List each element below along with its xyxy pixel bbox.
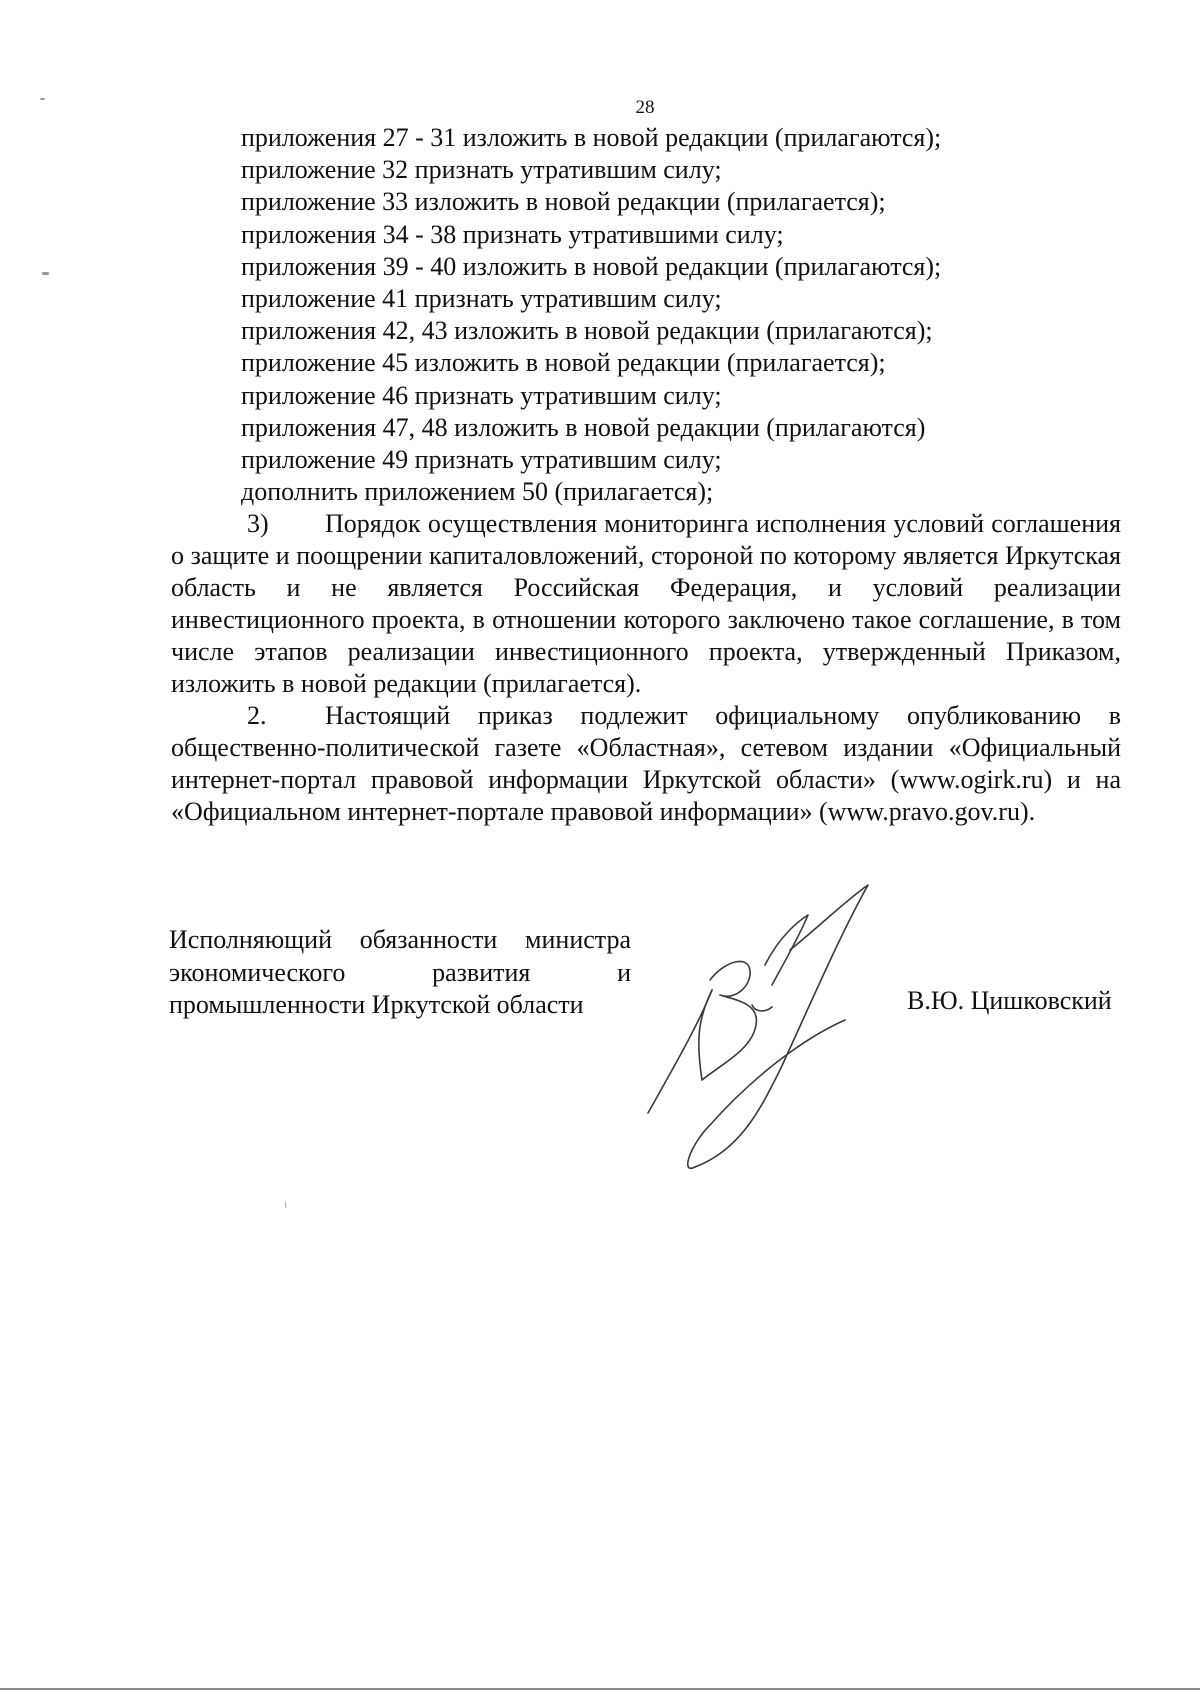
list-item: приложения 34 - 38 признать утратившими силу; [241,219,784,249]
list-item: приложение 49 признать утратившим силу; [241,445,722,475]
list-item: приложения 27 - 31 изложить в новой редакции (прилагаются); [241,123,942,152]
list-item: приложения 47, 48 изложить в новой редакции (прилагаются) [241,412,926,442]
list-item: приложение 32 признать утратившим силу; [241,155,722,185]
list-item: приложение 45 изложить в новой редакции (прилагается); [241,348,886,378]
list-item: приложения 42, 43 изложить в новой редакции (прилагаются); [241,316,933,346]
paragraph-item-3 [171,508,1121,700]
position-line: экономического развития и [169,957,631,987]
page-bottom-edge [0,1688,1200,1690]
paragraph-text: Настоящий приказ подлежит официальному опубликованию в общественно-политической газете «Областная», сетевом издании «Официальный интернет-портал правовой информации Иркутской области» (www.ogirk.ru) и на «Официальном интернет-портале правовой информации» (www.pravo.gov.ru). [171,701,1121,826]
list-item: приложение 46 признать утратившим силу; [241,380,722,410]
scan-speck [285,1202,286,1208]
item-number: 3) [247,509,269,538]
paragraph-item-2 [171,700,1121,828]
position-line: промышленности Иркутской области [169,990,584,1019]
scan-speck [42,272,49,275]
page-number: 28 [635,97,655,118]
list-item: приложение 33 изложить в новой редакции (прилагается); [241,187,886,217]
item-number: 2. [247,701,267,730]
list-item: дополнить приложением 50 (прилагается); [241,477,714,507]
amendments-list [241,122,1121,508]
paragraph-text: Порядок осуществления мониторинга исполнения условий соглашения о защите и поощрении капиталовложений, стороной по которому является Иркутская область и не является Российская Федерация, и условий реализации инвестиционного проекта, в отношении которого заключено такое соглашение, в том числе этапов реализации инвестиционного проекта, утвержденный Приказом, изложить в новой редакции (прилагается). [171,509,1121,698]
position-line: Исполняющий обязанности министра [169,925,631,954]
signatory-position [169,924,631,1022]
list-item: приложение 41 признать утратившим силу; [241,284,722,314]
scan-speck [40,98,45,100]
list-item: приложения 39 - 40 изложить в новой редакции (прилагаются); [241,251,942,281]
document-body [171,508,1121,828]
signer-name: В.Ю. Цишковский [907,986,1112,1015]
handwritten-signature [640,875,940,1175]
